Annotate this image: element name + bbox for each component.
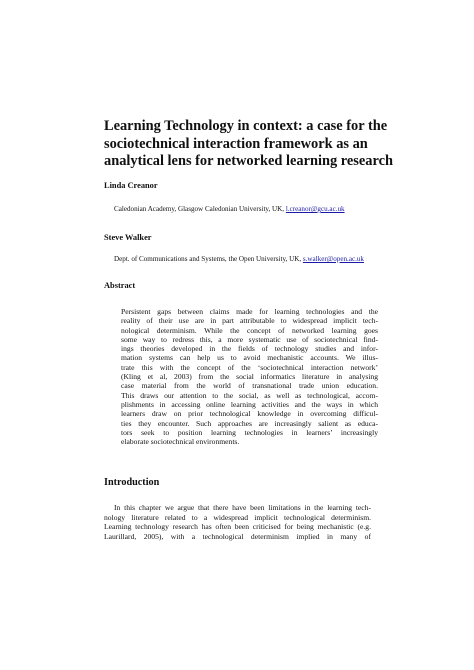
introduction-line: nology literature related to a widespread implicit technological determinism.	[104, 512, 371, 522]
abstract-line: ings theories developed in the fields of technology studies and infor-	[121, 344, 378, 354]
introduction-line: Laurillard, 2005), with a technological determinism implied in many of	[104, 531, 371, 541]
author-name: Steve Walker	[104, 233, 152, 242]
paper-title	[104, 118, 404, 171]
abstract-line: elaborate sociotechnical environments.	[121, 437, 240, 447]
abstract-line: This draws our attention to the social, as well as technological, accom-	[121, 390, 378, 400]
abstract-heading: Abstract	[104, 281, 136, 290]
abstract-line: learners draw on prior technological knowledge in overcoming difficul-	[121, 409, 378, 419]
abstract-line: (Kling et al, 2003) from the social informatics literature in analysing	[121, 372, 378, 382]
title-line: sociotechnical interaction framework as an	[104, 135, 368, 152]
introduction-line: Learning technology research has often been criticised for being mechanistic (e.g.	[104, 522, 371, 532]
abstract-line: some way to redress this, a more systematic use of sociotechnical find-	[121, 334, 378, 344]
introduction-line: In this chapter we argue that there have been limitations in the learning tech-	[114, 503, 371, 512]
introduction-heading: Introduction	[104, 477, 160, 488]
abstract-line: mation systems can help us to avoid mechanistic accounts. We illus-	[121, 353, 378, 363]
title-line: Learning Technology in context: a case for the	[104, 118, 388, 134]
abstract-line: nological determinism. While the concept of networked learning goes	[121, 325, 378, 335]
author-affiliation	[114, 255, 364, 263]
abstract-line: trate this with the concept of the ‘sociotechnical interaction network’	[121, 362, 378, 372]
author-name: Linda Creanor	[104, 181, 158, 190]
abstract-line: reality of their use are in part attributable to widespread implicit tech-	[121, 316, 378, 326]
abstract-line: case material from the world of transnational trade union education.	[121, 381, 378, 391]
author-email-link[interactable]: s.walker@open.ac.uk	[302, 255, 364, 263]
affiliation-text: Dept. of Communications and Systems, the Open University, UK,	[114, 255, 302, 263]
author-email-link[interactable]: l.creanor@gcu.ac.uk	[285, 205, 345, 213]
abstract-line: ties they encounter. Such approaches are increasingly salient as educa-	[121, 418, 378, 428]
abstract-line: tors seek to position learning technologies in learners’ increasingly	[121, 427, 378, 437]
affiliation-text: Caledonian Academy, Glasgow Caledonian University, UK,	[114, 205, 285, 213]
author-affiliation	[114, 205, 345, 213]
abstract-line: Persistent gaps between claims made for learning technologies and the	[121, 307, 378, 316]
abstract-line: plishments in accessing online learning activities and the ways in which	[121, 399, 378, 409]
abstract-text	[121, 307, 378, 446]
title-line: analytical lens for networked learning research	[104, 153, 393, 169]
introduction-text	[104, 503, 371, 541]
